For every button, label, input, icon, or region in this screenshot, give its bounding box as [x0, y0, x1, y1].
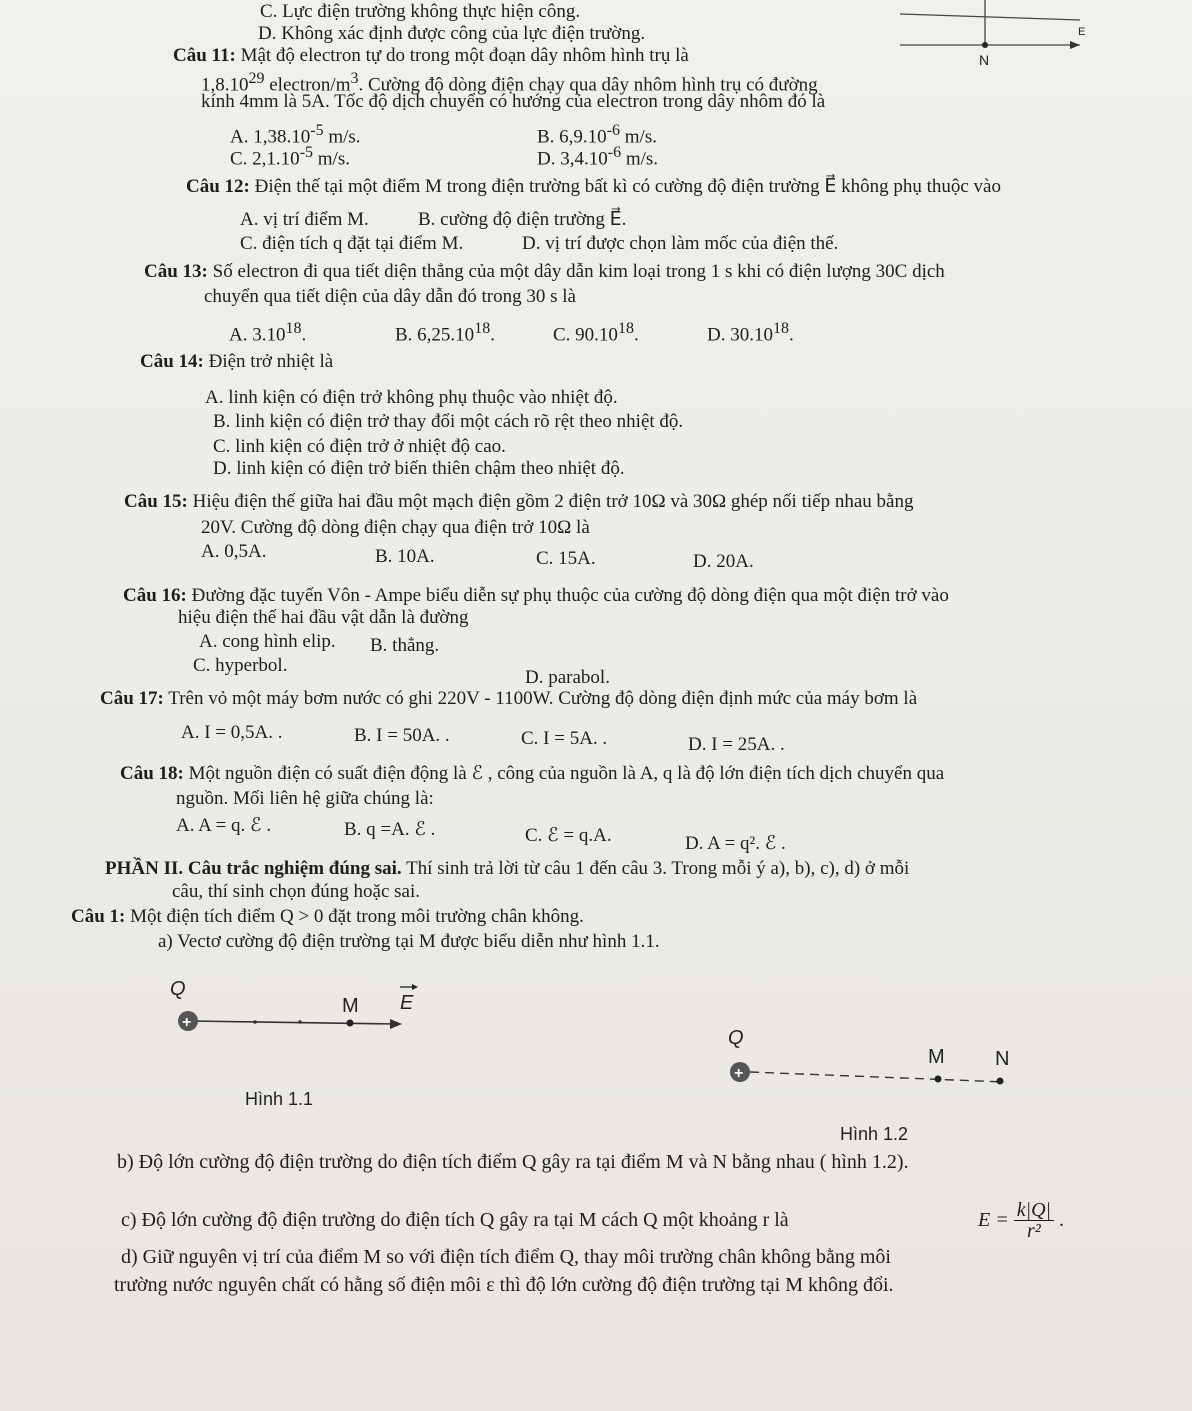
q13-option-a: A. 3.10$^{18}$. — [229, 320, 307, 346]
q17-stem: Câu 17: Trên vỏ một máy bơm nước có ghi 220V - 1100W. Cường độ dòng điện định mức của máy bơm là — [100, 688, 918, 709]
q18-option-a: A. A = q. ℰ . — [176, 815, 272, 836]
fig11-q-label: Q — [170, 978, 186, 1000]
q14-stem: Câu 14: Điện trở nhiệt là — [140, 351, 334, 372]
c1-item-c: c) Độ lớn cường độ điện trường do điện tích Q gây ra tại M cách Q một khoảng r là — [121, 1209, 789, 1231]
top-fig-e-label: E — [1078, 26, 1086, 38]
fig11-m-label: M — [342, 995, 359, 1017]
q13-stem-2: chuyển qua tiết diện của dây dẫn đó trong 30 s là — [204, 286, 576, 307]
q14-option-d: D. linh kiện có điện trở biến thiên chậm theo nhiệt độ. — [213, 458, 625, 479]
q18-stem: Câu 18: Một nguồn điện có suất điện động là ℰ , công của nguồn là A, q là độ lớn điện tích dịch chuyển qua — [120, 763, 945, 784]
q11-option-c: C. $2,1.10^{-5}$ m/s. — [230, 144, 350, 170]
q16-option-a: A. cong hình elip. — [199, 631, 336, 652]
q16-option-d: D. parabol. — [525, 667, 610, 688]
fig12-plus-sign: + — [734, 1065, 744, 1082]
top-fig-n-label: N — [979, 52, 990, 68]
q15-stem: Câu 15: Hiệu điện thế giữa hai đầu một mạch điện gồm 2 điện trở 10Ω và 30Ω ghép nối tiếp nhau bằng — [124, 491, 914, 512]
fig11-e-label: E — [400, 992, 414, 1014]
q18-option-c: C. ℰ = q.A. — [525, 825, 612, 846]
c1-formula: E = $\frac{k|Q|}{\text{r²}}$ . — [978, 1199, 1065, 1242]
c1-item-d: d) Giữ nguyên vị trí của điểm M so với điện tích điểm Q, thay môi trường chân không bằng môi — [121, 1246, 891, 1268]
fig11-plus-sign: + — [182, 1014, 192, 1031]
fig11-caption: Hình 1.1 — [245, 1089, 314, 1109]
q13-option-c: C. 90.10$^{18}$. — [553, 320, 639, 346]
q11-stem-3: kính 4mm là 5A. Tốc độ dịch chuyển có hướng của electron trong dây nhôm đó là — [201, 91, 826, 112]
q14-option-b: B. linh kiện có điện trở thay đổi một cách rõ rệt theo nhiệt độ. — [213, 411, 684, 432]
q13-option-b: B. 6,25.10$^{18}$. — [395, 320, 495, 346]
q12-option-a: A. vị trí điểm M. — [240, 209, 369, 230]
q18-option-b: B. q =A. ℰ . — [344, 819, 436, 840]
q16-stem-2: hiệu điện thế hai đầu vật dẫn là đường — [178, 607, 469, 628]
fig12-n-label: N — [995, 1048, 1010, 1070]
part-ii-heading-2: câu, thí sinh chọn đúng hoặc sai. — [172, 881, 421, 902]
q11-stem-2: 1,8.10$^{29}$ electron/$m^3$. Cường độ dòng điện chạy qua dây nhôm hình trụ có đường — [201, 70, 818, 96]
c1-item-b: b) Độ lớn cường độ điện trường do điện tích điểm Q gây ra tại điểm M và N bằng nhau ( hình 1.2). — [117, 1151, 909, 1173]
fig12-point-n — [997, 1078, 1004, 1085]
q17-option-c: C. I = 5A. . — [521, 728, 608, 749]
q11-option-b: B. $6,9.10^{-6}$ m/s. — [537, 122, 657, 148]
fig12-q-label: Q — [728, 1027, 744, 1049]
q10-option-c: C. Lực điện trường không thực hiện công. — [260, 1, 581, 22]
q17-option-d: D. I = 25A. . — [688, 734, 785, 755]
q15-option-d: D. 20A. — [693, 551, 754, 572]
q16-option-c: C. hyperbol. — [193, 655, 288, 676]
q11-option-d: D. $3,4.10^{-6}$ m/s. — [537, 144, 659, 170]
q17-option-b: B. I = 50A. . — [354, 725, 450, 746]
top-right-figure — [890, 0, 1090, 70]
fig12-point-m — [935, 1076, 942, 1083]
q13-stem: Câu 13: Số electron đi qua tiết diện thẳng của một dây dẫn kim loại trong 1 s khi có điện lượng 30C dịch — [144, 261, 945, 282]
q10-option-d: D. Không xác định được công của lực điện trường. — [258, 23, 646, 44]
q15-option-b: B. 10A. — [375, 546, 435, 567]
formula-fraction: $\frac{k|Q|}{\text{r²}}$ — [1014, 1200, 1054, 1241]
figure-1-2 — [720, 1020, 1040, 1150]
part-ii-heading: PHẦN II. Câu trắc nghiệm đúng sai. Thí sinh trả lời từ câu 1 đến câu 3. Trong mỗi ý a), b), c), d) ở mỗi — [105, 858, 910, 879]
fig11-point-m — [347, 1020, 354, 1027]
fig12-m-label: M — [928, 1046, 945, 1068]
q13-option-d: D. 30.10$^{18}$. — [707, 320, 794, 346]
q16-option-b: B. thẳng. — [370, 635, 440, 656]
q15-stem-2: 20V. Cường độ dòng điện chạy qua điện trở 10Ω là — [201, 517, 590, 538]
q16-stem: Câu 16: Đường đặc tuyến Vôn - Ampe biểu diễn sự phụ thuộc của cường độ dòng điện qua một điện trở vào — [123, 585, 949, 606]
c1-stem: Câu 1: Một điện tích điểm Q > 0 đặt trong môi trường chân không. — [71, 906, 584, 927]
q11-option-a: A. $1,38.10^{-5}$ m/s. — [230, 122, 361, 148]
q12-option-d: D. vị trí được chọn làm mốc của điện thế. — [522, 233, 839, 254]
c1-item-a: a) Vectơ cường độ điện trường tại M được biểu diễn như hình 1.1. — [158, 931, 660, 952]
q12-stem: Câu 12: Điện thế tại một điểm M trong điện trường bất kì có cường độ điện trường E⃗ không phụ thuộc vào — [186, 176, 1001, 197]
q12-option-c: C. điện tích q đặt tại điểm M. — [240, 233, 464, 254]
q15-option-c: C. 15A. — [536, 548, 596, 569]
q14-option-c: C. linh kiện có điện trở ở nhiệt độ cao. — [213, 436, 506, 457]
q18-option-d: D. A = q². ℰ . — [685, 833, 786, 854]
fig12-caption: Hình 1.2 — [840, 1124, 909, 1144]
q17-option-a: A. I = 0,5A. . — [181, 722, 283, 743]
q12-option-b: B. cường độ điện trường E⃗. — [418, 209, 627, 230]
q15-option-a: A. 0,5A. — [201, 541, 267, 562]
q18-stem-2: nguồn. Mối liên hệ giữa chúng là: — [176, 788, 434, 809]
c1-item-d-2: trường nước nguyên chất có hằng số điện môi ε thì độ lớn cường độ điện trường tại M không đổi. — [114, 1274, 894, 1296]
figure-1-1 — [150, 965, 440, 1115]
q14-option-a: A. linh kiện có điện trở không phụ thuộc vào nhiệt độ. — [205, 387, 618, 408]
q11-stem: Câu 11: Mật độ electron tự do trong một đoạn dây nhôm hình trụ là — [173, 45, 689, 66]
